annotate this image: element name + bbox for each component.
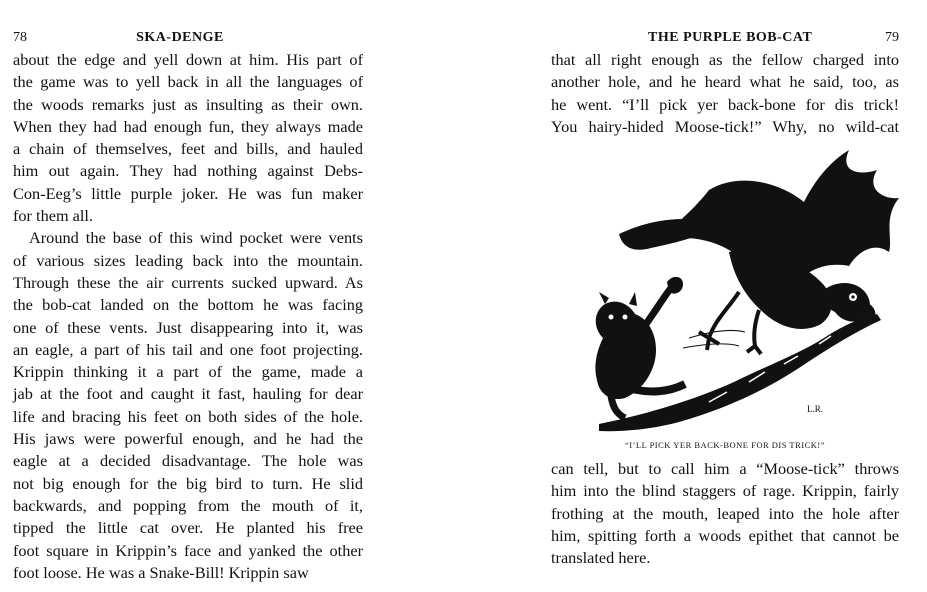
text-line: eagle at a decided disadvantage. The hole was <box>13 451 363 471</box>
page-number: 78 <box>13 30 27 45</box>
text-line: him out again. They had nothing against Debs- <box>13 161 363 181</box>
text-line: him into the blind staggers of rage. Krippin, fairly <box>551 481 899 501</box>
eagle-and-bobcat-illustration <box>559 142 903 432</box>
text-line: another hole, and he heard what he said, too, as <box>551 72 899 92</box>
text-line: When they had had enough fun, they always made <box>13 116 363 136</box>
text-line: an eagle, a part of his tail and one foot projecting. <box>13 339 363 359</box>
text-line: foot loose. He was a Snake-Bill! Krippin saw <box>13 562 309 582</box>
right-page <box>463 0 927 592</box>
text-line: can tell, but to call him a “Moose-tick” throws <box>551 459 899 478</box>
text-line: one of these vents. Just disappearing into it, was <box>13 317 363 337</box>
right-page-text-top <box>551 49 899 138</box>
text-line: life and bracing his feet on both sides of the hole. <box>13 406 363 426</box>
text-line: that all right enough as the fellow charged into <box>551 50 899 69</box>
text-line: backwards, and popping from the mouth of it, <box>13 495 363 515</box>
running-header: SKA-DENGE <box>136 30 224 45</box>
text-line: Through these the air currents sucked upward. As <box>13 272 363 292</box>
page-number: 79 <box>885 30 899 45</box>
right-page-text-bottom <box>551 458 899 569</box>
text-line: foot square in Krippin’s face and yanked the other <box>13 540 363 560</box>
text-line: frothing at the mouth, leaped into the hole after <box>551 503 899 523</box>
text-line: not big enough for the big bird to turn. He slid <box>13 473 363 493</box>
running-header: THE PURPLE BOB-CAT <box>648 30 813 45</box>
text-line: jab at the foot and caught it fast, hauling for dear <box>13 384 363 404</box>
illustrator-signature: L.R. <box>807 404 824 414</box>
text-line: the game was to yell back in all the languages of <box>13 72 363 92</box>
text-line: You hairy-hided Moose-tick!” Why, no wild-cat <box>551 116 899 136</box>
illustration-caption: “I’LL PICK YER BACK-BONE FOR DIS TRICK!” <box>624 440 826 450</box>
text-line: the bob-cat landed on the bottom he was facing <box>13 295 363 315</box>
text-line: translated here. <box>551 548 651 568</box>
text-line: tipped the little cat over. He planted his free <box>13 518 363 538</box>
text-line: Krippin thinking it a part of the game, made a <box>13 362 363 382</box>
left-page-text <box>13 49 363 584</box>
text-line: Around the base of this wind pocket were vents <box>29 228 363 248</box>
text-line: for them all. <box>13 206 94 226</box>
left-page <box>0 0 463 592</box>
text-line: Con-Eeg’s little purple joker. He was fun maker <box>13 183 363 203</box>
text-line: the woods remarks just as insulting as their own. <box>13 94 363 114</box>
text-line: a chain of themselves, feet and bills, and hauled <box>13 139 363 159</box>
text-line: of various sizes leading back into the mountain. <box>13 250 363 270</box>
text-line: about the edge and yell down at him. His part of <box>13 50 363 69</box>
text-line: him, spitting forth a woods epithet that cannot be <box>551 525 899 545</box>
text-line: His jaws were powerful enough, and he had the <box>13 429 363 449</box>
text-line: he went. “I’ll pick yer back-bone for dis trick! <box>551 94 899 114</box>
